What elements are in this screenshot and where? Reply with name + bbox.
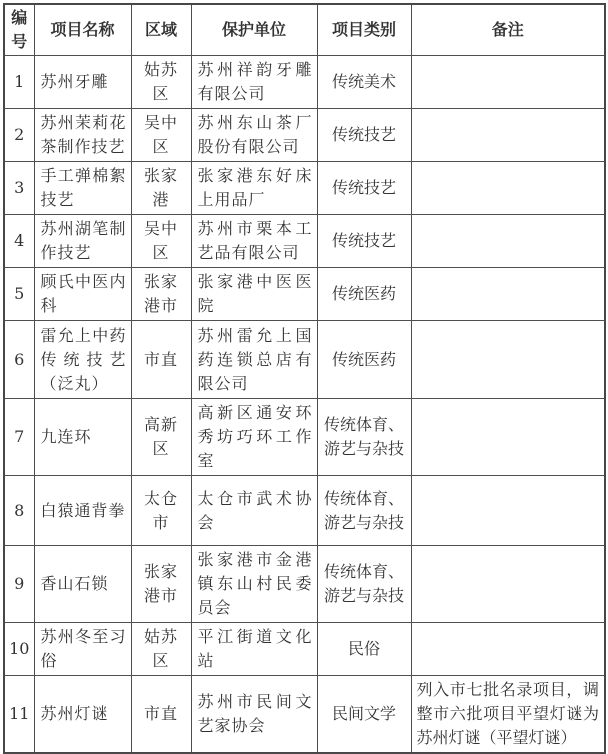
cell-unit: 苏州市民间文艺家协会 [191,676,317,754]
cell-id: 1 [4,56,34,109]
cell-name: 顾氏中医内科 [34,268,131,321]
cell-category: 传统医药 [317,268,411,321]
cell-category: 传统体育、游艺与杂技 [317,546,411,623]
cell-remark [411,476,605,546]
cell-region: 吴中区 [131,109,191,162]
cell-remark [411,109,605,162]
cell-unit: 张家港东好床上用品厂 [191,162,317,215]
header-category: 项目类别 [317,4,411,56]
table-row [4,109,605,162]
cell-name: 苏州茉莉花茶制作技艺 [34,109,131,162]
table-row [4,321,605,399]
cell-remark [411,399,605,476]
cell-category: 传统美术 [317,56,411,109]
cell-unit: 苏州市栗本工艺品有限公司 [191,215,317,268]
cell-category: 民间文学 [317,676,411,754]
cell-unit: 太仓市武术协会 [191,476,317,546]
cell-unit: 张家港市金港镇东山村民委员会 [191,546,317,623]
header-remark: 备注 [411,4,605,56]
cell-category: 传统医药 [317,321,411,399]
cell-region: 太仓市 [131,476,191,546]
table-row [4,399,605,476]
cell-region: 姑苏区 [131,623,191,676]
cell-category: 传统技艺 [317,215,411,268]
cell-id: 2 [4,109,34,162]
cell-region: 市直 [131,321,191,399]
table-body [4,56,605,754]
cell-remark: 列入市七批名录项目，调整市六批项目平望灯谜为苏州灯谜（平望灯谜） [411,676,605,754]
cell-region: 张家港市 [131,546,191,623]
cell-unit: 苏州东山茶厂股份有限公司 [191,109,317,162]
table-row [4,676,605,754]
header-row [4,4,605,56]
cell-name: 苏州冬至习俗 [34,623,131,676]
cell-name: 香山石锁 [34,546,131,623]
cell-category: 传统体育、游艺与杂技 [317,476,411,546]
cell-id: 9 [4,546,34,623]
cell-name: 白猿通背拳 [34,476,131,546]
cell-region: 张家港市 [131,268,191,321]
cell-id: 5 [4,268,34,321]
table-row [4,546,605,623]
cell-name: 手工弹棉絮技艺 [34,162,131,215]
header-name: 项目名称 [34,4,131,56]
cell-id: 4 [4,215,34,268]
table-header [4,4,605,56]
cell-remark [411,546,605,623]
cell-unit: 苏州雷允上国药连锁总店有限公司 [191,321,317,399]
cell-region: 吴中区 [131,215,191,268]
cell-unit: 苏州祥韵牙雕有限公司 [191,56,317,109]
cell-unit: 平江街道文化站 [191,623,317,676]
cell-unit: 张家港中医医院 [191,268,317,321]
table-row [4,268,605,321]
cell-category: 传统技艺 [317,109,411,162]
heritage-projects-table [3,3,606,754]
cell-unit: 高新区通安环秀坊巧环工作室 [191,399,317,476]
cell-id: 11 [4,676,34,754]
cell-name: 苏州湖笔制作技艺 [34,215,131,268]
table-row [4,162,605,215]
cell-remark [411,321,605,399]
cell-remark [411,623,605,676]
table-row [4,623,605,676]
cell-id: 6 [4,321,34,399]
cell-category: 传统技艺 [317,162,411,215]
table-row [4,476,605,546]
cell-name: 雷允上中药传统技艺（泛丸） [34,321,131,399]
cell-region: 市直 [131,676,191,754]
cell-category: 传统体育、游艺与杂技 [317,399,411,476]
header-region: 区域 [131,4,191,56]
header-unit: 保护单位 [191,4,317,56]
cell-remark [411,56,605,109]
cell-category: 民俗 [317,623,411,676]
cell-id: 3 [4,162,34,215]
table-row [4,56,605,109]
cell-name: 苏州牙雕 [34,56,131,109]
cell-id: 8 [4,476,34,546]
table-row [4,215,605,268]
cell-remark [411,268,605,321]
cell-remark [411,215,605,268]
cell-name: 苏州灯谜 [34,676,131,754]
header-id: 编号 [4,4,34,56]
cell-region: 张家港 [131,162,191,215]
cell-name: 九连环 [34,399,131,476]
cell-id: 7 [4,399,34,476]
cell-id: 10 [4,623,34,676]
cell-region: 姑苏区 [131,56,191,109]
cell-remark [411,162,605,215]
cell-region: 高新区 [131,399,191,476]
